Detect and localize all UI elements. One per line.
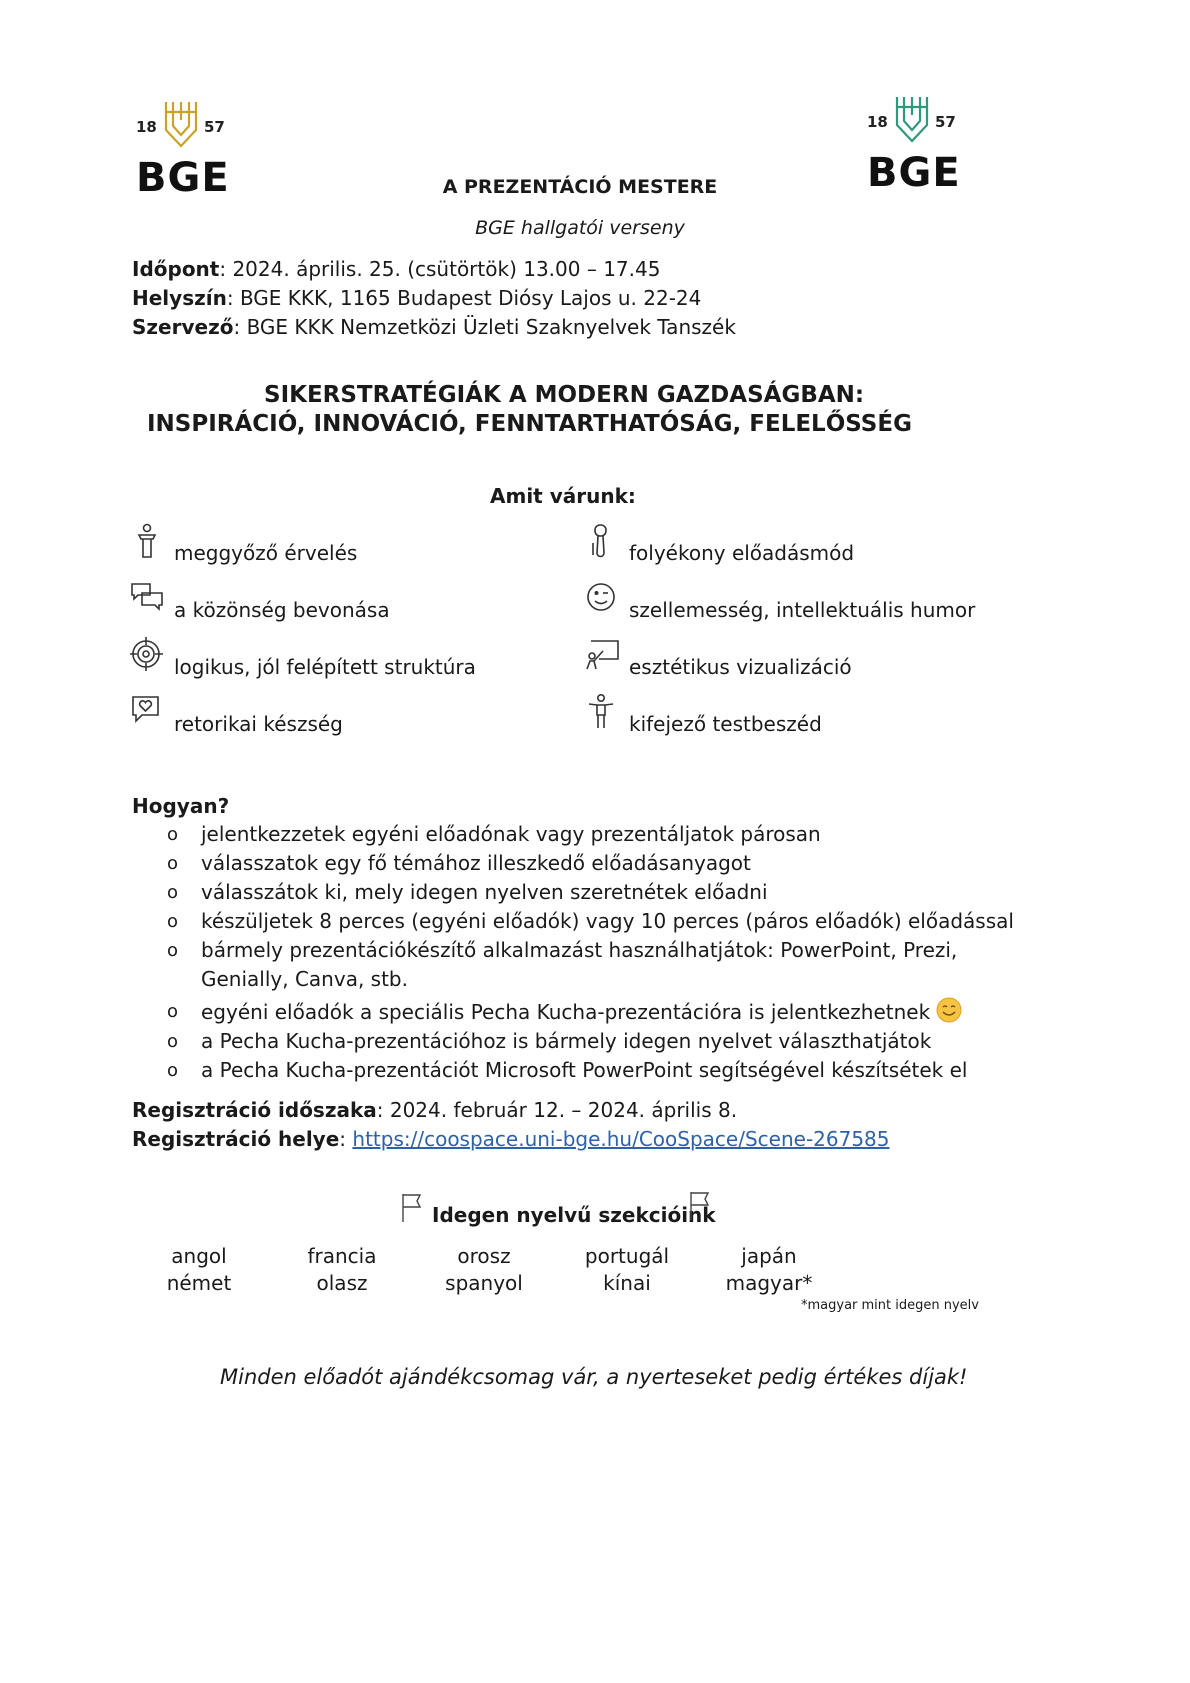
- hogyan-title: Hogyan?: [132, 794, 230, 818]
- list-item: [130, 936, 1110, 965]
- bge-logo-left: [136, 100, 246, 210]
- list-item: [130, 907, 1110, 936]
- info-date: [132, 255, 736, 284]
- standing-person-icon: [585, 694, 619, 730]
- language-item: spanyol: [445, 1271, 523, 1295]
- list-item-continuation: [130, 965, 1110, 994]
- hogyan-list: [130, 820, 1110, 1085]
- expect-item: [629, 655, 852, 679]
- bge-emblem-icon: [163, 100, 199, 148]
- expect-item: [174, 598, 390, 622]
- expect-item-label: kifejező testbeszéd: [629, 712, 822, 736]
- info-location-value: : BGE KKK, 1165 Budapest Diósy Lajos u. 22-24: [226, 286, 702, 310]
- info-organizer: [132, 313, 736, 342]
- expect-item: [629, 712, 822, 736]
- expect-title: Amit várunk:: [490, 484, 636, 508]
- presenter-board-icon: [585, 637, 619, 673]
- expect-item: [174, 712, 343, 736]
- registration: [132, 1096, 890, 1154]
- sections-footnote: *magyar mint idegen nyelv: [801, 1298, 979, 1313]
- list-item-text: készüljetek 8 perces (egyéni előadók) vagy 10 perces (páros előadók) előadással: [201, 909, 1014, 933]
- list-item: [130, 997, 1110, 1027]
- flag-icon: [688, 1190, 712, 1222]
- expect-item-label: meggyőző érvelés: [174, 541, 358, 565]
- event-info: [132, 255, 736, 342]
- registration-place-label: Regisztráció helye: [132, 1127, 340, 1151]
- list-item: [130, 1027, 1110, 1056]
- headline-line2: INSPIRÁCIÓ, INNOVÁCIÓ, FENNTARTHATÓSÁG, FELELŐSSÉG: [147, 411, 912, 437]
- flag-icon: [400, 1192, 424, 1224]
- heart-speech-icon: [130, 694, 164, 730]
- page-subtitle: BGE hallgatói verseny: [475, 217, 685, 239]
- bullet-icon: o: [167, 853, 179, 874]
- list-item-text: Genially, Canva, stb.: [201, 967, 408, 991]
- bullet-icon: o: [167, 824, 179, 845]
- expect-item-label: retorikai készség: [174, 712, 343, 736]
- language-item: portugál: [584, 1244, 670, 1268]
- expect-item-label: a közönség bevonása: [174, 598, 390, 622]
- bullet-icon: o: [167, 1060, 179, 1081]
- info-organizer-label: Szervező: [132, 315, 234, 339]
- list-item-text: válasszátok ki, mely idegen nyelven szeretnétek előadni: [201, 880, 768, 904]
- registration-place: [132, 1125, 890, 1154]
- smiley-emoji-icon: [936, 997, 962, 1023]
- bullet-icon: o: [167, 1001, 179, 1022]
- info-date-label: Időpont: [132, 257, 220, 281]
- expect-item-label: logikus, jól felépített struktúra: [174, 655, 476, 679]
- microphone-icon: [585, 523, 619, 559]
- info-organizer-value: : BGE KKK Nemzetközi Üzleti Szaknyelvek Tanszék: [233, 315, 736, 339]
- podium-speaker-icon: [130, 523, 164, 559]
- language-item: angol: [171, 1244, 227, 1268]
- language-item: olasz: [316, 1271, 368, 1295]
- target-icon: [130, 637, 164, 673]
- logo-year-right: 57: [204, 118, 225, 136]
- language-item: kínai: [603, 1271, 651, 1295]
- expect-item-label: folyékony előadásmód: [629, 541, 855, 565]
- page-title: A PREZENTÁCIÓ MESTERE: [442, 176, 718, 198]
- info-location: [132, 284, 736, 313]
- bullet-icon: o: [167, 940, 179, 961]
- chat-bubbles-icon: [130, 580, 164, 616]
- list-item-text: a Pecha Kucha-prezentációhoz is bármely idegen nyelvet választhatjátok: [201, 1029, 932, 1053]
- logo-year-left: 18: [867, 113, 888, 131]
- list-item: [130, 820, 1110, 849]
- list-item-text: bármely prezentációkészítő alkalmazást használhatjátok: PowerPoint, Prezi,: [201, 938, 958, 962]
- language-item: francia: [307, 1244, 377, 1268]
- list-item-text: a Pecha Kucha-prezentációt Microsoft PowerPoint segítségével készítsétek el: [201, 1058, 968, 1082]
- expect-item: [174, 541, 357, 565]
- logo-wordmark: BGE: [867, 150, 961, 196]
- list-item: [130, 878, 1110, 907]
- list-item-text: egyéni előadók a speciális Pecha Kucha-prezentációra is jelentkezhetnek: [201, 1000, 931, 1024]
- expect-item: [174, 655, 476, 679]
- list-item: [130, 849, 1110, 878]
- bge-logo-right: [867, 95, 977, 205]
- registration-link[interactable]: https://coospace.uni-bge.hu/CooSpace/Scene-267585: [352, 1127, 890, 1151]
- language-item: orosz: [457, 1244, 511, 1268]
- bullet-icon: o: [167, 882, 179, 903]
- wink-smiley-icon: [585, 580, 619, 616]
- logo-year-left: 18: [136, 118, 157, 136]
- language-item: japán: [741, 1244, 797, 1268]
- language-item: német: [166, 1271, 232, 1295]
- bullet-icon: o: [167, 1031, 179, 1052]
- list-item-text: jelentkezzetek egyéni előadónak vagy prezentáljatok párosan: [201, 822, 821, 846]
- closing-text: Minden előadót ajándékcsomag vár, a nyerteseket pedig értékes díjak!: [220, 1365, 968, 1389]
- expect-item: [629, 541, 854, 565]
- logo-year-right: 57: [935, 113, 956, 131]
- registration-period: [132, 1096, 890, 1125]
- bullet-icon: o: [167, 911, 179, 932]
- sections-title: Idegen nyelvű szekcióink: [432, 1203, 716, 1227]
- list-item-text: válasszatok egy fő témához illeszkedő előadásanyagot: [201, 851, 751, 875]
- list-item: [130, 1056, 1110, 1085]
- language-item: magyar*: [725, 1271, 813, 1295]
- expect-item: [629, 598, 975, 622]
- info-location-label: Helyszín: [132, 286, 227, 310]
- registration-period-label: Regisztráció időszaka: [132, 1098, 377, 1122]
- bge-emblem-icon: [894, 95, 930, 143]
- expect-item-label: szellemesség, intellektuális humor: [629, 598, 976, 622]
- registration-place-sep: :: [339, 1127, 353, 1151]
- logo-wordmark: BGE: [136, 155, 230, 201]
- expect-item-label: esztétikus vizualizáció: [629, 655, 852, 679]
- registration-period-value: : 2024. február 12. – 2024. április 8.: [376, 1098, 738, 1122]
- headline-line1: SIKERSTRATÉGIÁK A MODERN GAZDASÁGBAN:: [264, 382, 865, 408]
- info-date-value: : 2024. április. 25. (csütörtök) 13.00 – 17.45: [219, 257, 661, 281]
